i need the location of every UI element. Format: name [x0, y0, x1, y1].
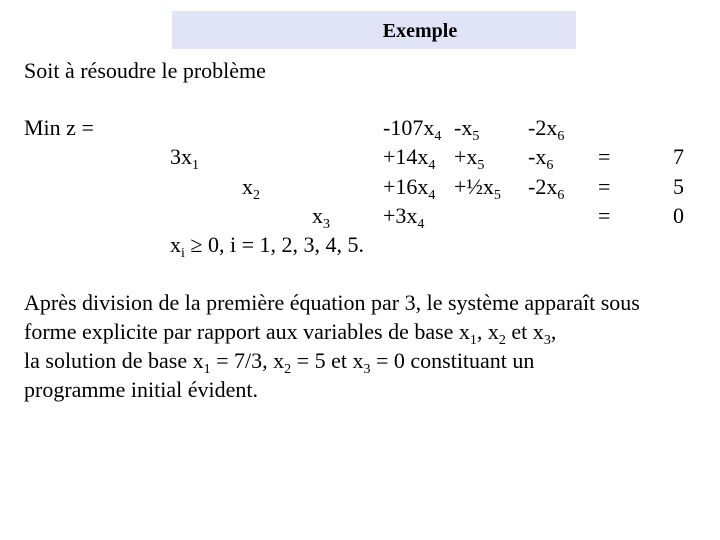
intro-text: Soit à résoudre le problème	[24, 58, 266, 83]
r2-x5-term: $+\frac{1}{2}x_5$	[454, 174, 501, 203]
page-title: Exemple	[382, 20, 458, 42]
r0-x4-term: $-107x_4$	[383, 115, 442, 144]
r1-equals: =	[598, 144, 611, 169]
r2-x2-term: $x_2$	[242, 174, 260, 203]
nonnegativity-constraint: $x_i \ge 0$, i = 1, 2, 3, 4, 5.	[170, 232, 364, 261]
objective-label: Min z =	[24, 115, 94, 140]
r1-x5-term: $+x_5$	[454, 144, 485, 173]
paragraph-line-4: programme initial évident.	[24, 377, 258, 402]
r1-x4-term: $+14x_4$	[383, 144, 436, 173]
paragraph-line-2: forme explicite par rapport aux variables de base $x_1$, $x_2$ et $x_3$,	[24, 319, 557, 348]
r2-x4-term: $+16x_4$	[383, 174, 436, 203]
paragraph-line-1: Après division de la première équation par 3, le système apparaît sous	[24, 290, 640, 315]
r3-equals: =	[598, 203, 611, 228]
r0-x6-term: $-2x_6$	[528, 115, 565, 144]
r1-x1-term: $3x_1$	[170, 144, 199, 173]
r2-equals: =	[598, 174, 611, 199]
r1-x6-term: $-x_6$	[528, 144, 554, 173]
r2-rhs: 5	[673, 174, 684, 199]
r0-x5-term: $-x_5$	[454, 115, 480, 144]
r3-x3-term: $x_3$	[312, 203, 330, 232]
r2-x6-term: $-2x_6$	[528, 174, 565, 203]
paragraph-line-3: la solution de base $x_1 = 7/3$, $x_2 = 5$ et $x_3 = 0$ constituant un	[24, 348, 535, 377]
r3-x4-term: $+3x_4$	[383, 203, 425, 232]
r1-rhs: 7	[673, 144, 684, 169]
explanation-paragraph	[24, 288, 714, 404]
r3-rhs: 0	[673, 203, 684, 228]
title-banner	[172, 11, 576, 49]
